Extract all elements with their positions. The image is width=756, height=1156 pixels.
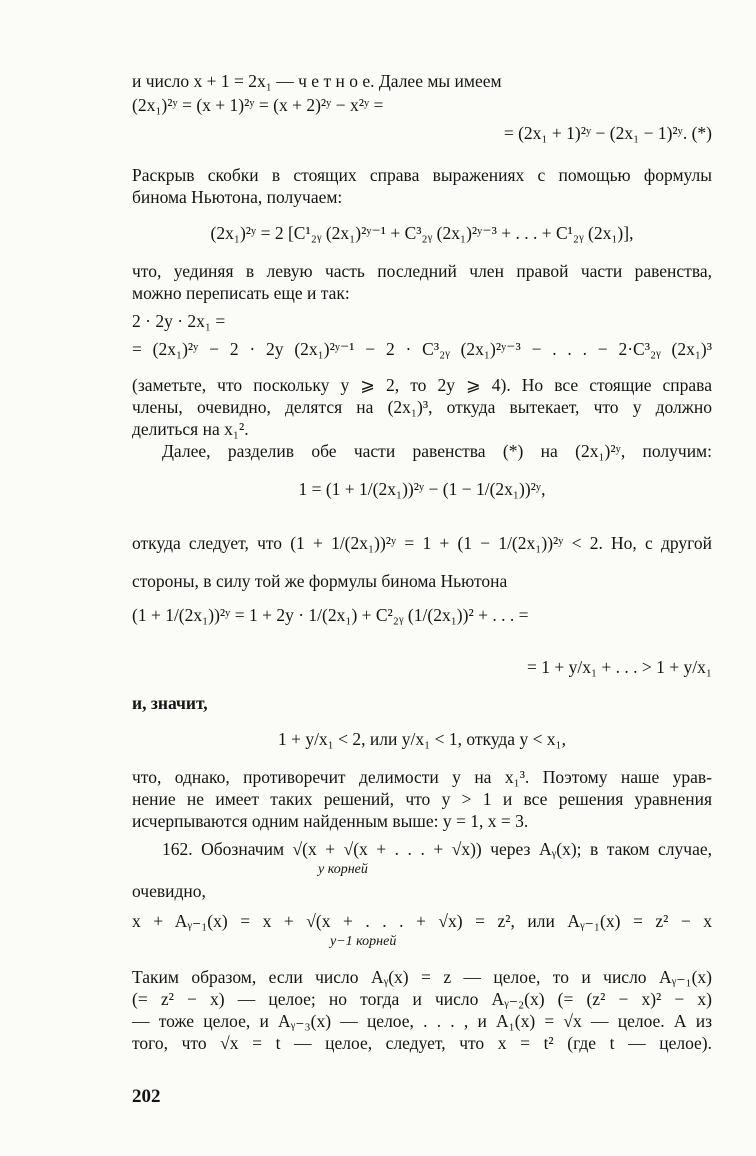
text-line: (= z² − x) — целое; но тогда и число Aᵧ₋₂(x) (= (z² − x)² − x) [132, 989, 712, 1009]
text-line: = (2x₁)²ʸ − 2 · 2y (2x₁)²ʸ⁻¹ − 2 · C³₂ᵧ (2x₁)²ʸ⁻³ − . . . − 2·C³₂ᵧ (2x₁)³ [132, 339, 712, 359]
page-number: 202 [132, 1086, 161, 1107]
text-line: что, уединяя в левую часть последний член правой части равенства, [132, 261, 712, 281]
text-line: и число x + 1 = 2x₁ — ч е т н о е. Далее мы имеем [132, 71, 502, 91]
text-line: Раскрыв скобки в стоящих справа выражениях с помощью формулы [132, 165, 712, 185]
text-line: и, значит, [132, 693, 208, 713]
text-line: = 1 + y/x₁ + . . . > 1 + y/x₁ [526, 657, 712, 677]
text-line: 2 · 2y · 2x₁ = [132, 311, 226, 331]
underbrace-label: y−1 корней [330, 934, 397, 949]
text-line: бинома Ньютона, получаем: [132, 187, 343, 207]
text-line: нение не имеет таких решений, что y > 1 и все решения уравнения [132, 789, 712, 809]
text-line: = (2x₁ + 1)²ʸ − (2x₁ − 1)²ʸ. (*) [503, 123, 712, 143]
text-line: 1 = (1 + 1/(2x₁))²ʸ − (1 − 1/(2x₁))²ʸ, [298, 479, 546, 499]
text-line: можно переписать еще и так: [132, 283, 350, 303]
text-line: откуда следует, что (1 + 1/(2x₁))²ʸ = 1 + (1 − 1/(2x₁))²ʸ < 2. Но, с другой [132, 533, 712, 553]
text-line: (2x₁)²ʸ = (x + 1)²ʸ = (x + 2)²ʸ − x²ʸ = [132, 95, 384, 115]
text-line: (1 + 1/(2x₁))²ʸ = 1 + 2y · 1/(2x₁) + C²₂ᵧ (1/(2x₁))² + . . . = [132, 605, 529, 625]
text-line: (2x₁)²ʸ = 2 [C¹₂ᵧ (2x₁)²ʸ⁻¹ + C³₂ᵧ (2x₁)²ʸ⁻³ + . . . + C¹₂ᵧ (2x₁)], [210, 223, 634, 243]
text-line: что, однако, противоречит делимости y на x₁³. Поэтому наше урав- [132, 767, 712, 787]
text-line: члены, очевидно, делятся на (2x₁)³, откуда вытекает, что y должно [132, 397, 712, 417]
underbrace-label: y корней [318, 862, 368, 877]
text-line: 162. Обозначим √(x + √(x + . . . + √x)) через Aᵧ(x); в таком случае, [162, 839, 712, 859]
text-line: — тоже целое, и Aᵧ₋₃(x) — целое, . . . , и A₁(x) = √x — целое. А из [132, 1011, 712, 1031]
text-line: очевидно, [132, 881, 206, 901]
text-line: делиться на x₁². [132, 419, 249, 439]
text-line: 1 + y/x₁ < 2, или y/x₁ < 1, откуда y < x₁, [277, 729, 567, 749]
text-line: (заметьте, что поскольку y ⩾ 2, то 2y ⩾ 4). Но все стоящие справа [132, 375, 712, 395]
text-line: того, что √x = t — целое, следует, что x = t² (где t — целое). [132, 1033, 712, 1053]
text-line: Таким образом, если число Aᵧ(x) = z — целое, то и число Aᵧ₋₁(x) [132, 967, 712, 987]
text-line: стороны, в силу той же формулы бинома Ньютона [132, 571, 508, 591]
text-line: исчерпываются одним найденным выше: y = 1, x = 3. [132, 811, 529, 831]
text-line: x + Aᵧ₋₁(x) = x + √(x + . . . + √x) = z², или Aᵧ₋₁(x) = z² − x [132, 911, 712, 931]
text-line: Далее, разделив обе части равенства (*) на (2x₁)²ʸ, получим: [162, 441, 712, 461]
